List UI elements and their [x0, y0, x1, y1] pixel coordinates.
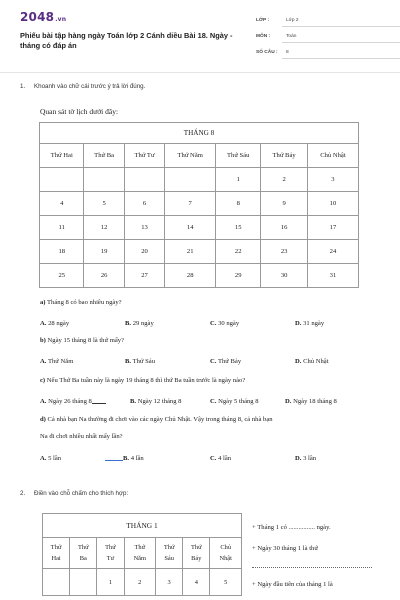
date-cell: 16	[261, 216, 308, 240]
date-cell: 22	[216, 240, 261, 264]
part-d-question-line-2: Na đi chơi nhiều nhất mấy lần?	[40, 433, 123, 440]
weekday-line-1: Chủ	[220, 544, 232, 551]
weekday-line-2: Ba	[79, 555, 87, 562]
part-a-options	[40, 320, 370, 330]
question-count-field	[256, 50, 289, 55]
subject-label: MÔN :	[256, 34, 271, 39]
option-letter: A.	[40, 398, 47, 405]
weekday-cell	[210, 538, 242, 569]
august-calendar	[39, 122, 359, 288]
question-2-heading	[20, 490, 128, 497]
option-b[interactable]	[130, 398, 181, 405]
part-b-text: Ngày 15 tháng 8 là thứ mấy?	[47, 337, 124, 344]
date-cell: 15	[216, 216, 261, 240]
weekday-line-2: Năm	[133, 555, 146, 562]
date-cell: 1	[97, 569, 124, 596]
weekday-line-2: Bảy	[191, 555, 202, 562]
part-d-question-line-1	[40, 416, 370, 423]
date-cell: 1	[216, 168, 261, 192]
option-text: Ngày 26 tháng 8	[48, 398, 92, 405]
question-1-heading	[20, 83, 145, 90]
date-cell: 28	[165, 264, 216, 288]
option-text: 28 ngày	[48, 320, 70, 327]
option-b[interactable]	[125, 358, 155, 365]
option-d[interactable]	[295, 358, 329, 365]
option-text: Chủ Nhật	[303, 358, 329, 365]
date-cell: 30	[261, 264, 308, 288]
subject-value: Toán	[286, 34, 297, 39]
option-letter: C.	[210, 358, 217, 365]
date-cell: 9	[261, 192, 308, 216]
august-week-row	[40, 192, 359, 216]
option-letter: B.	[130, 398, 137, 405]
date-cell: 5	[84, 192, 124, 216]
option-letter: A.	[40, 455, 47, 462]
weekday-cell	[124, 538, 156, 569]
date-cell: 6	[124, 192, 165, 216]
question-1-instruction: Khoanh vào chữ cái trước ý trả lời đúng.	[34, 83, 146, 90]
date-cell	[84, 168, 124, 192]
weekday-cell: Thứ Năm	[165, 144, 216, 168]
part-d-options	[40, 455, 370, 465]
subject-field	[256, 34, 296, 39]
document-title: Phiếu bài tập hàng ngày Toán lớp 2 Cánh diều Bài 18. Ngày - tháng có đáp án	[20, 31, 233, 50]
option-text: Ngày 18 tháng 8	[293, 398, 337, 405]
worksheet-header	[0, 0, 400, 73]
option-text: 4 lần	[130, 455, 144, 462]
weekday-cell	[70, 538, 97, 569]
weekday-line-1: Thứ	[134, 544, 146, 551]
date-cell	[43, 569, 70, 596]
date-cell: 10	[307, 192, 358, 216]
date-cell: 26	[84, 264, 124, 288]
weekday-cell	[183, 538, 210, 569]
weekday-cell: Thứ Sáu	[216, 144, 261, 168]
option-a[interactable]	[40, 455, 61, 462]
date-cell: 12	[84, 216, 124, 240]
weekday-line-1: Thứ	[191, 544, 202, 551]
part-c-label: c)	[40, 377, 46, 384]
question-2-number: 2.	[20, 490, 26, 497]
option-letter: A.	[40, 320, 47, 327]
class-field	[256, 18, 298, 23]
part-b-label: b)	[40, 337, 46, 344]
date-cell: 5	[210, 569, 242, 596]
weekday-cell: Chủ Nhật	[307, 144, 358, 168]
weekday-cell: Thứ Ba	[84, 144, 124, 168]
answer-blank-line[interactable]	[252, 567, 372, 568]
logo-suffix: .vn	[55, 16, 67, 23]
weekday-line-2: Hai	[51, 555, 61, 562]
part-b-question	[40, 337, 370, 344]
option-c[interactable]	[210, 398, 259, 405]
weekday-line-2: Tư	[106, 555, 115, 562]
august-week-row	[40, 240, 359, 264]
text-cursor-underline	[92, 403, 106, 404]
option-b[interactable]	[125, 320, 154, 327]
option-text: Ngày 5 tháng 8	[218, 398, 259, 405]
class-value: Lớp 2	[286, 18, 299, 23]
question-1-number: 1.	[20, 83, 26, 90]
weekday-cell	[43, 538, 70, 569]
option-a[interactable]	[40, 358, 73, 365]
part-a-text: Tháng 8 có bao nhiêu ngày?	[47, 299, 122, 306]
date-cell: 21	[165, 240, 216, 264]
date-cell: 24	[307, 240, 358, 264]
january-calendar	[42, 513, 242, 596]
weekday-line-1: Thứ	[50, 544, 62, 551]
date-cell: 31	[307, 264, 358, 288]
date-cell: 4	[183, 569, 210, 596]
option-letter: B.	[125, 320, 132, 327]
question-count-label: SỐ CÂU :	[256, 50, 278, 55]
weekday-cell	[156, 538, 183, 569]
option-letter: C.	[210, 455, 217, 462]
date-cell: 3	[307, 168, 358, 192]
part-d-label: d)	[40, 416, 46, 423]
january-weekday-row	[43, 538, 242, 569]
option-letter: D.	[285, 398, 292, 405]
date-cell: 19	[84, 240, 124, 264]
august-week-row	[40, 216, 359, 240]
date-cell: 25	[40, 264, 84, 288]
august-calendar-title: THÁNG 8	[40, 123, 359, 144]
option-letter: D.	[295, 320, 302, 327]
part-c-question	[40, 377, 370, 384]
option-c[interactable]	[210, 320, 239, 327]
part-c-options	[40, 398, 370, 408]
date-cell: 2	[124, 569, 156, 596]
weekday-cell: Thứ Tư	[124, 144, 165, 168]
option-letter: C.	[210, 398, 217, 405]
weekday-cell	[97, 538, 124, 569]
august-weekday-row	[40, 144, 359, 168]
weekday-line-1: Thứ	[77, 544, 89, 551]
question-2-instruction: Điền vào chỗ chấm cho thích hợp:	[34, 490, 129, 497]
weekday-cell: Thứ Hai	[40, 144, 84, 168]
date-cell: 8	[216, 192, 261, 216]
option-letter: A.	[40, 358, 47, 365]
part-c-text: Nếu Thứ Ba tuần này là ngày 19 tháng 8 thì thứ Ba tuần trước là ngày nào?	[46, 377, 246, 384]
option-a[interactable]	[40, 398, 106, 405]
class-underline	[282, 26, 400, 27]
part-a-label: a)	[40, 299, 46, 306]
option-c[interactable]	[210, 358, 241, 365]
statement-first-day: + Ngày đầu tiên của tháng 1 là	[252, 581, 333, 588]
date-cell: 2	[261, 168, 308, 192]
part-a-question	[40, 299, 370, 306]
statement-jan-30-weekday: + Ngày 30 tháng 1 là thứ	[252, 545, 318, 552]
option-d[interactable]	[295, 320, 324, 327]
date-cell: 18	[40, 240, 84, 264]
selection-underline	[105, 460, 123, 461]
weekday-line-1: Thứ	[163, 544, 175, 551]
option-text: Thứ Bảy	[217, 358, 242, 365]
option-b[interactable]	[105, 455, 144, 462]
date-cell: 13	[124, 216, 165, 240]
date-cell: 17	[307, 216, 358, 240]
question-1-intro: Quan sát tờ lịch dưới đây:	[40, 107, 119, 116]
option-text: 31 ngày	[303, 320, 325, 327]
date-cell: 27	[124, 264, 165, 288]
weekday-cell: Thứ Bảy	[261, 144, 308, 168]
option-a[interactable]	[40, 320, 69, 327]
option-c[interactable]	[210, 455, 231, 462]
option-text: Thứ Năm	[47, 358, 74, 365]
january-week-row	[43, 569, 242, 596]
date-cell	[70, 569, 97, 596]
august-week-row	[40, 168, 359, 192]
date-cell: 20	[124, 240, 165, 264]
date-cell: 7	[165, 192, 216, 216]
class-label: LỚP :	[256, 18, 270, 23]
option-letter: C.	[210, 320, 217, 327]
question-count-underline	[282, 58, 400, 59]
part-d-text: Cả nhà bạn Na thường đi chơi vào các ngày Chủ Nhật. Vậy trong tháng 8, cả nhà bạn	[47, 416, 273, 423]
date-cell	[165, 168, 216, 192]
option-letter: B.	[123, 455, 130, 462]
question-count-value: 8	[286, 50, 289, 55]
weekday-line-2: Sáu	[164, 555, 174, 562]
option-text: 4 lần	[218, 455, 232, 462]
part-b-options	[40, 358, 370, 368]
option-letter: B.	[125, 358, 132, 365]
weekday-line-1: Thứ	[105, 544, 116, 551]
date-cell: 4	[40, 192, 84, 216]
option-text: 30 ngày	[218, 320, 240, 327]
date-cell: 29	[216, 264, 261, 288]
date-cell: 23	[261, 240, 308, 264]
option-text: Ngày 12 tháng 8	[137, 398, 182, 405]
statement-days-in-month: + Tháng 1 có ................ ngày.	[252, 524, 331, 531]
option-text: 29 ngày	[132, 320, 154, 327]
date-cell: 14	[165, 216, 216, 240]
subject-underline	[282, 42, 400, 43]
option-d[interactable]	[295, 455, 316, 462]
option-text: Thứ Sáu	[132, 358, 156, 365]
option-letter: D.	[295, 455, 302, 462]
august-week-row	[40, 264, 359, 288]
option-letter: D.	[295, 358, 302, 365]
date-cell	[124, 168, 165, 192]
date-cell: 11	[40, 216, 84, 240]
site-logo[interactable]	[20, 10, 66, 24]
weekday-line-2: Nhật	[219, 555, 232, 562]
option-text: 3 lần	[303, 455, 317, 462]
date-cell	[40, 168, 84, 192]
option-text: 5 lần	[48, 455, 62, 462]
date-cell: 3	[156, 569, 183, 596]
january-calendar-title: THÁNG 1	[43, 514, 242, 538]
logo-text: 2048	[20, 10, 55, 24]
option-d[interactable]	[285, 398, 337, 405]
